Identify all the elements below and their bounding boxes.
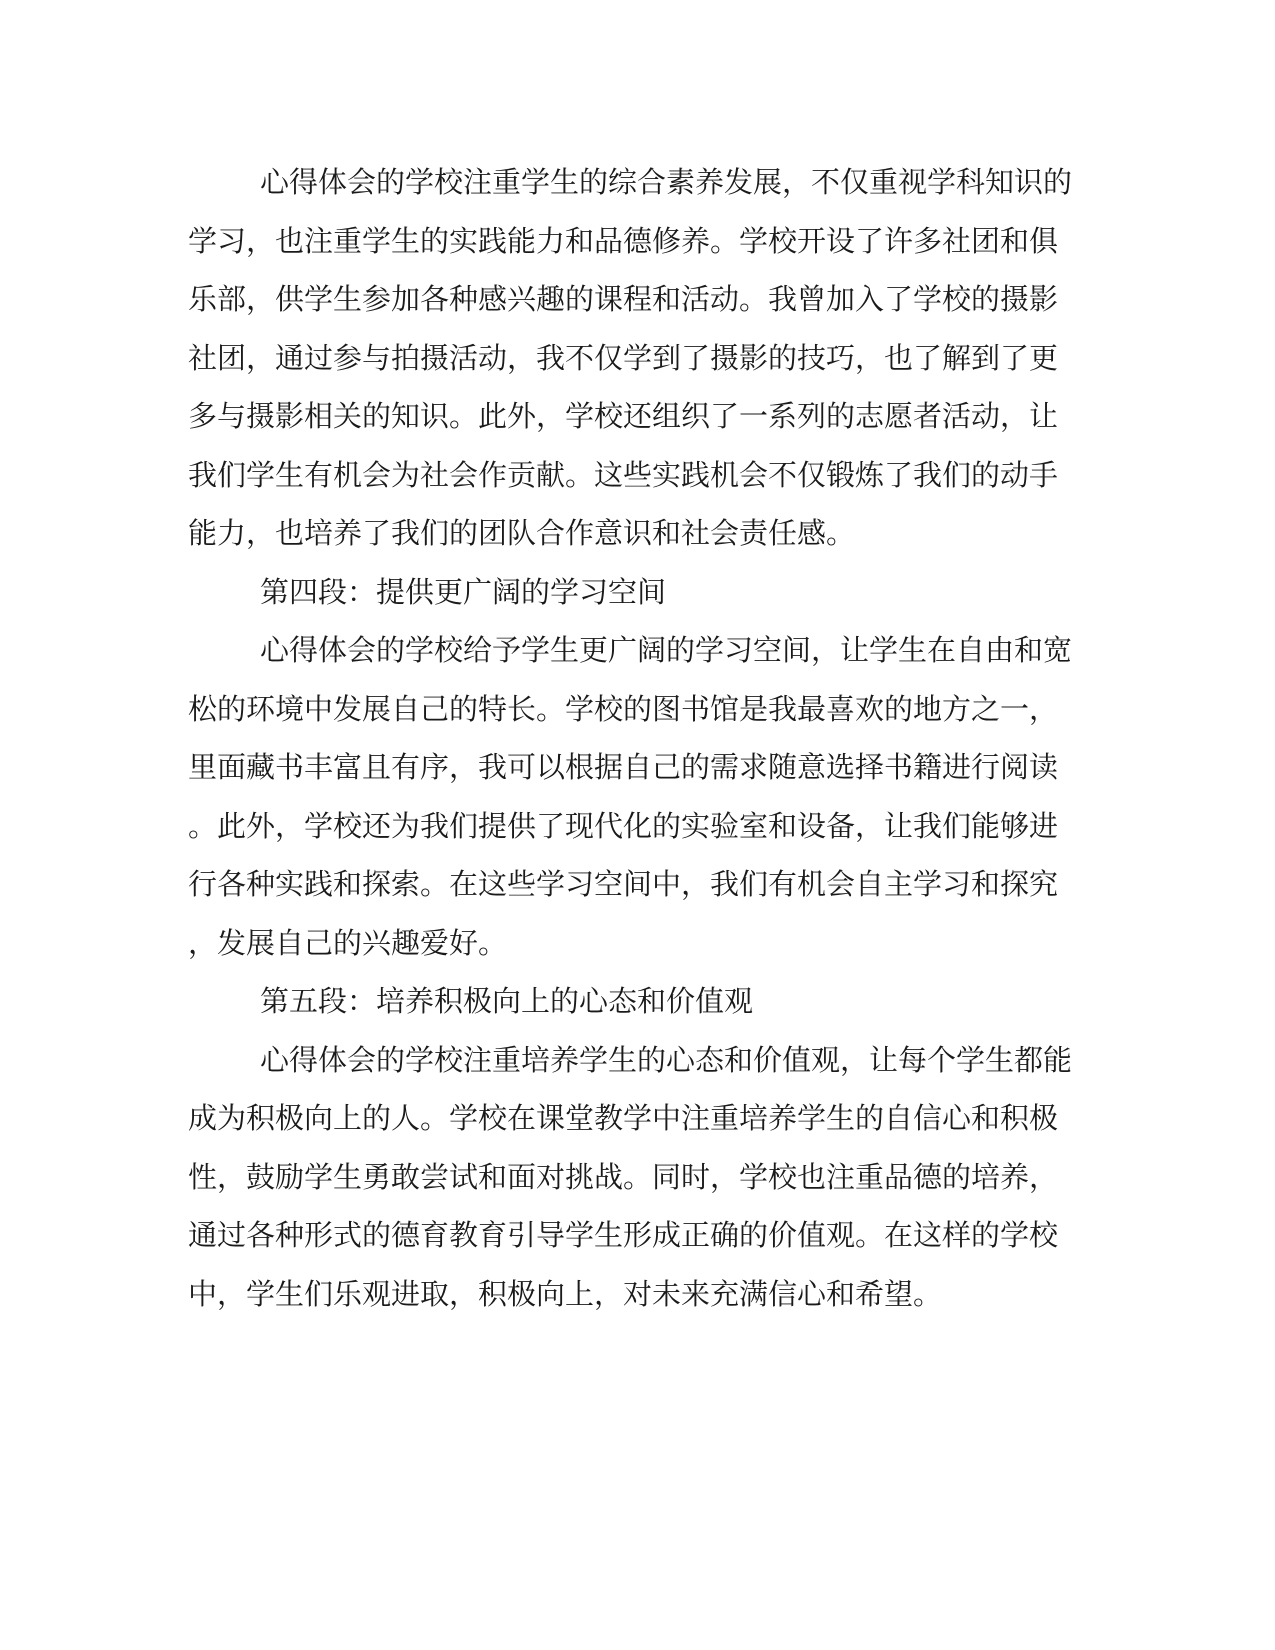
section-heading: 第五段：培养积极向上的心态和价值观 xyxy=(260,984,754,1018)
paragraph-line: 行各种实践和探索。在这些学习空间中，我们有机会自主学习和探究 xyxy=(188,867,1059,901)
paragraph-line: 性，鼓励学生勇敢尝试和面对挑战。同时，学校也注重品德的培养， xyxy=(188,1160,1059,1194)
paragraph-line: ，发展自己的兴趣爱好。 xyxy=(188,926,508,960)
paragraph-line: 能力，也培养了我们的团队合作意识和社会责任感。 xyxy=(188,516,856,550)
paragraph-line: 通过各种形式的德育教育引导学生形成正确的价值观。在这样的学校 xyxy=(188,1218,1059,1252)
paragraph-line: 。此外，学校还为我们提供了现代化的实验室和设备，让我们能够进 xyxy=(188,809,1059,843)
paragraph-line: 心得体会的学校注重学生的综合素养发展，不仅重视学科知识的 xyxy=(260,165,1073,199)
paragraph-line: 学习，也注重学生的实践能力和品德修养。学校开设了许多社团和俱 xyxy=(188,224,1059,258)
paragraph-line: 乐部，供学生参加各种感兴趣的课程和活动。我曾加入了学校的摄影 xyxy=(188,282,1059,316)
paragraph-line: 里面藏书丰富且有序，我可以根据自己的需求随意选择书籍进行阅读 xyxy=(188,750,1059,784)
paragraph-line: 心得体会的学校注重培养学生的心态和价值观，让每个学生都能 xyxy=(260,1043,1073,1077)
paragraph-line: 中，学生们乐观进取，积极向上，对未来充满信心和希望。 xyxy=(188,1277,943,1311)
paragraph-line: 多与摄影相关的知识。此外，学校还组织了一系列的志愿者活动，让 xyxy=(188,399,1059,433)
paragraph-line: 松的环境中发展自己的特长。学校的图书馆是我最喜欢的地方之一， xyxy=(188,692,1059,726)
paragraph-line: 心得体会的学校给予学生更广阔的学习空间，让学生在自由和宽 xyxy=(260,633,1073,667)
paragraph-line: 我们学生有机会为社会作贡献。这些实践机会不仅锻炼了我们的动手 xyxy=(188,458,1059,492)
section-heading: 第四段：提供更广阔的学习空间 xyxy=(260,575,667,609)
paragraph-line: 社团，通过参与拍摄活动，我不仅学到了摄影的技巧，也了解到了更 xyxy=(188,341,1059,375)
paragraph-line: 成为积极向上的人。学校在课堂教学中注重培养学生的自信心和积极 xyxy=(188,1101,1059,1135)
